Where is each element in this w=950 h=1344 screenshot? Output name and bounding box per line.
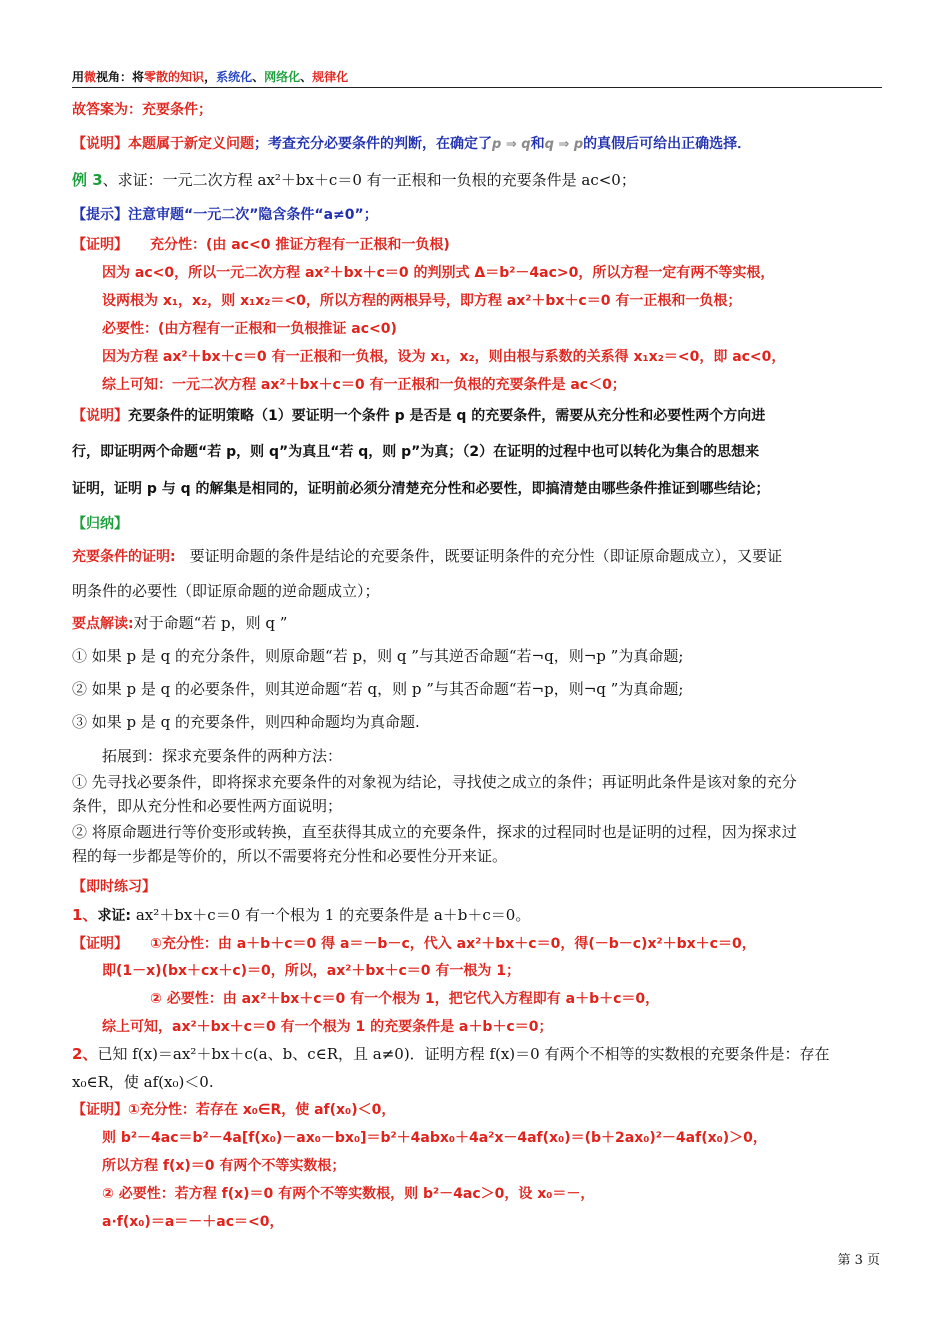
note-text: 和 bbox=[530, 136, 545, 152]
header-text: 系统化 bbox=[216, 70, 253, 84]
proof-line bbox=[72, 1099, 395, 1121]
hint-line: 【提示】注意审题“一元二次”隐含条件“a≠0”； bbox=[72, 207, 378, 223]
summary-text: 要证明命题的条件是结论的充要条件，既要证明条件的充分性（即证原命题成立），又要证 bbox=[189, 547, 783, 565]
proof-line bbox=[72, 933, 756, 955]
extension-text: 条件，即从充分性和必要性两方面说明； bbox=[72, 797, 343, 815]
summary-text: 明条件的必要性（即证原命题的逆命题成立）； bbox=[72, 582, 380, 600]
q-implies-p: q ⇒ p bbox=[544, 137, 584, 152]
extension-heading: 拓展到：探求充要条件的两种方法： bbox=[102, 747, 343, 765]
proof-text: 即(1－x)(bx＋cx＋c)＝0，所以，ax²＋bx＋c＝0 有一根为 1； bbox=[102, 963, 520, 979]
proof-text: ①充分性：若存在 x₀∈R，使 af(x₀)＜0， bbox=[128, 1102, 396, 1118]
key-points-line bbox=[72, 612, 287, 635]
header-text: 、 bbox=[252, 70, 265, 84]
proof-text: 因为 ac<0，所以一元二次方程 ax²＋bx＋c＝0 的判别式 Δ＝b²－4ac>0，所以方程一定有两不等实根， bbox=[102, 265, 775, 281]
new-definition-text: 新定义问题 bbox=[184, 136, 254, 152]
exercise-text: 已知 f(x)＝ax²＋bx＋c(a、b、c∈R，且 a≠0)．证明方程 f(x)＝0 有两个不相等的实数根的充要条件是：存在 bbox=[97, 1045, 830, 1063]
exercise-2 bbox=[72, 1043, 829, 1065]
key-point-item: ② 如果 p 是 q 的必要条件，则其逆命题“若 q，则 p ”与其否命题“若¬p，则¬q ”为真命题; bbox=[72, 680, 684, 698]
proof-text: 必要性：(由方程有一正根和一负根推证 ac<0) bbox=[102, 321, 397, 337]
exercise-text: ax²＋bx＋c＝0 有一个根为 1 的充要条件是 a＋b＋c＝0。 bbox=[131, 906, 531, 924]
proof-text: 则 b²－4ac＝b²－4a[f(x₀)－ax₀－bx₀]＝b²＋4abx₀＋4a²x－4af(x₀)＝(b＋2ax₀)²－4af(x₀)＞0， bbox=[102, 1130, 767, 1146]
key-points-label: 要点解读: bbox=[72, 616, 134, 632]
extension-text: ① 先寻找必要条件，即将探求充要条件的对象视为结论，寻找使之成立的条件；再证明此条件是该对象的充分 bbox=[72, 773, 797, 791]
proof-text: ② 必要性：若方程 f(x)＝0 有两个不等实数根，则 b²－4ac＞0，设 x₀＝－， bbox=[102, 1186, 595, 1202]
page-header bbox=[72, 68, 348, 85]
proof-label: 【证明】 bbox=[72, 1102, 128, 1118]
example-3 bbox=[72, 169, 636, 191]
note-label: 【说明】 bbox=[72, 408, 128, 424]
proof-text: a·f(x₀)＝a＝－＋ac＝<0， bbox=[102, 1214, 284, 1230]
note-text: 的真假后可给出正确选择． bbox=[583, 136, 752, 152]
proof-text: 设两根为 x₁，x₂，则 x₁x₂＝<0，所以方程的两根异号，即方程 ax²＋bx＋c＝0 有一正根和一负根； bbox=[102, 293, 742, 309]
header-text: 用 bbox=[72, 70, 85, 84]
header-text: 网络化 bbox=[264, 70, 301, 84]
exercise-number: 2、 bbox=[72, 1045, 98, 1063]
extension-text: ② 将原命题进行等价变形或转换，直至获得其成立的充要条件，探求的过程同时也是证明的过程，因为探求过 bbox=[72, 823, 797, 841]
proof-text: 充分性：(由 ac<0 推证方程有一正根和一负根) bbox=[150, 237, 450, 253]
exercise-text: x₀∈R，使 af(x₀)＜0. bbox=[72, 1073, 214, 1091]
proof-label: 【证明】 bbox=[72, 237, 128, 253]
exercise-1 bbox=[72, 904, 530, 927]
header-text: ， bbox=[204, 70, 217, 84]
summary-heading: 充要条件的证明: bbox=[72, 549, 176, 565]
proof-text: ①充分性：由 a＋b＋c＝0 得 a＝－b－c，代入 ax²＋bx＋c＝0，得(－b－c)x²＋bx＋c＝0， bbox=[150, 936, 756, 952]
strategy-text: 行，即证明两个命题“若 p，则 q”为真且“若 q，则 p”为真；（2）在证明的过程中也可以转化为集合的思想来 bbox=[72, 444, 760, 460]
key-points-text: 对于命题“若 p，则 q ” bbox=[133, 614, 288, 632]
header-text: 微 bbox=[84, 70, 97, 84]
header-rule bbox=[72, 87, 882, 88]
p-implies-q: p ⇒ q bbox=[492, 137, 531, 152]
proof-label: 【证明】 bbox=[72, 936, 128, 952]
header-text: 零散的知识 bbox=[144, 70, 205, 84]
note-line bbox=[72, 133, 751, 156]
strategy-text: 充要条件的证明策略（1）要证明一个条件 p 是否是 q 的充要条件，需要从充分性和必要性两个方向进 bbox=[128, 408, 766, 424]
strategy-line bbox=[72, 405, 765, 427]
practice-label: 【即时练习】 bbox=[72, 879, 156, 895]
strategy-text: 证明，证明 p 与 q 的解集是相同的，证明前必须分清楚充分性和必要性，即搞清楚由哪些条件推证到哪些结论； bbox=[72, 481, 770, 497]
proof-text: 综上可知：一元二次方程 ax²＋bx＋c＝0 有一正根和一负根的充要条件是 ac＜0； bbox=[102, 377, 626, 393]
header-text: 规律化 bbox=[312, 70, 349, 84]
proof-text: ② 必要性：由 ax²＋bx＋c＝0 有一个根为 1，把它代入方程即有 a＋b＋c＝0， bbox=[150, 991, 660, 1007]
key-point-item: ① 如果 p 是 q 的充分条件，则原命题“若 p，则 q ”与其逆否命题“若¬q，则¬p ”为真命题; bbox=[72, 647, 684, 665]
exercise-prompt: 求证: bbox=[97, 908, 132, 924]
page-number: 第 3 页 bbox=[837, 1253, 880, 1268]
proof-line bbox=[72, 234, 450, 256]
summary-line bbox=[72, 545, 782, 568]
extension-text: 程的每一步都是等价的，所以不需要将充分性和必要性分开来证。 bbox=[72, 847, 508, 865]
exercise-number: 1、 bbox=[72, 906, 98, 924]
summary-label: 【归纳】 bbox=[72, 516, 128, 532]
note-text: ；考查充分必要条件的判断，在确定了 bbox=[254, 136, 492, 152]
example-text: 、求证：一元二次方程 ax²＋bx＋c＝0 有一正根和一负根的充要条件是 ac<0； bbox=[102, 171, 636, 189]
header-text: 视角：将 bbox=[96, 70, 145, 84]
note-label: 【说明】本题属于 bbox=[72, 136, 184, 152]
proof-text: 因为方程 ax²＋bx＋c＝0 有一正根和一负根，设为 x₁，x₂，则由根与系数的关系得 x₁x₂＝<0，即 ac<0， bbox=[102, 349, 786, 365]
example-label: 例 3 bbox=[72, 171, 103, 189]
proof-text: 综上可知，ax²＋bx＋c＝0 有一个根为 1 的充要条件是 a＋b＋c＝0； bbox=[102, 1019, 553, 1035]
answer-line: 故答案为：充要条件； bbox=[72, 102, 212, 118]
proof-text: 所以方程 f(x)＝0 有两个不等实数根； bbox=[102, 1158, 346, 1174]
key-point-item: ③ 如果 p 是 q 的充要条件，则四种命题均为真命题. bbox=[72, 713, 420, 731]
header-text: 、 bbox=[300, 70, 313, 84]
